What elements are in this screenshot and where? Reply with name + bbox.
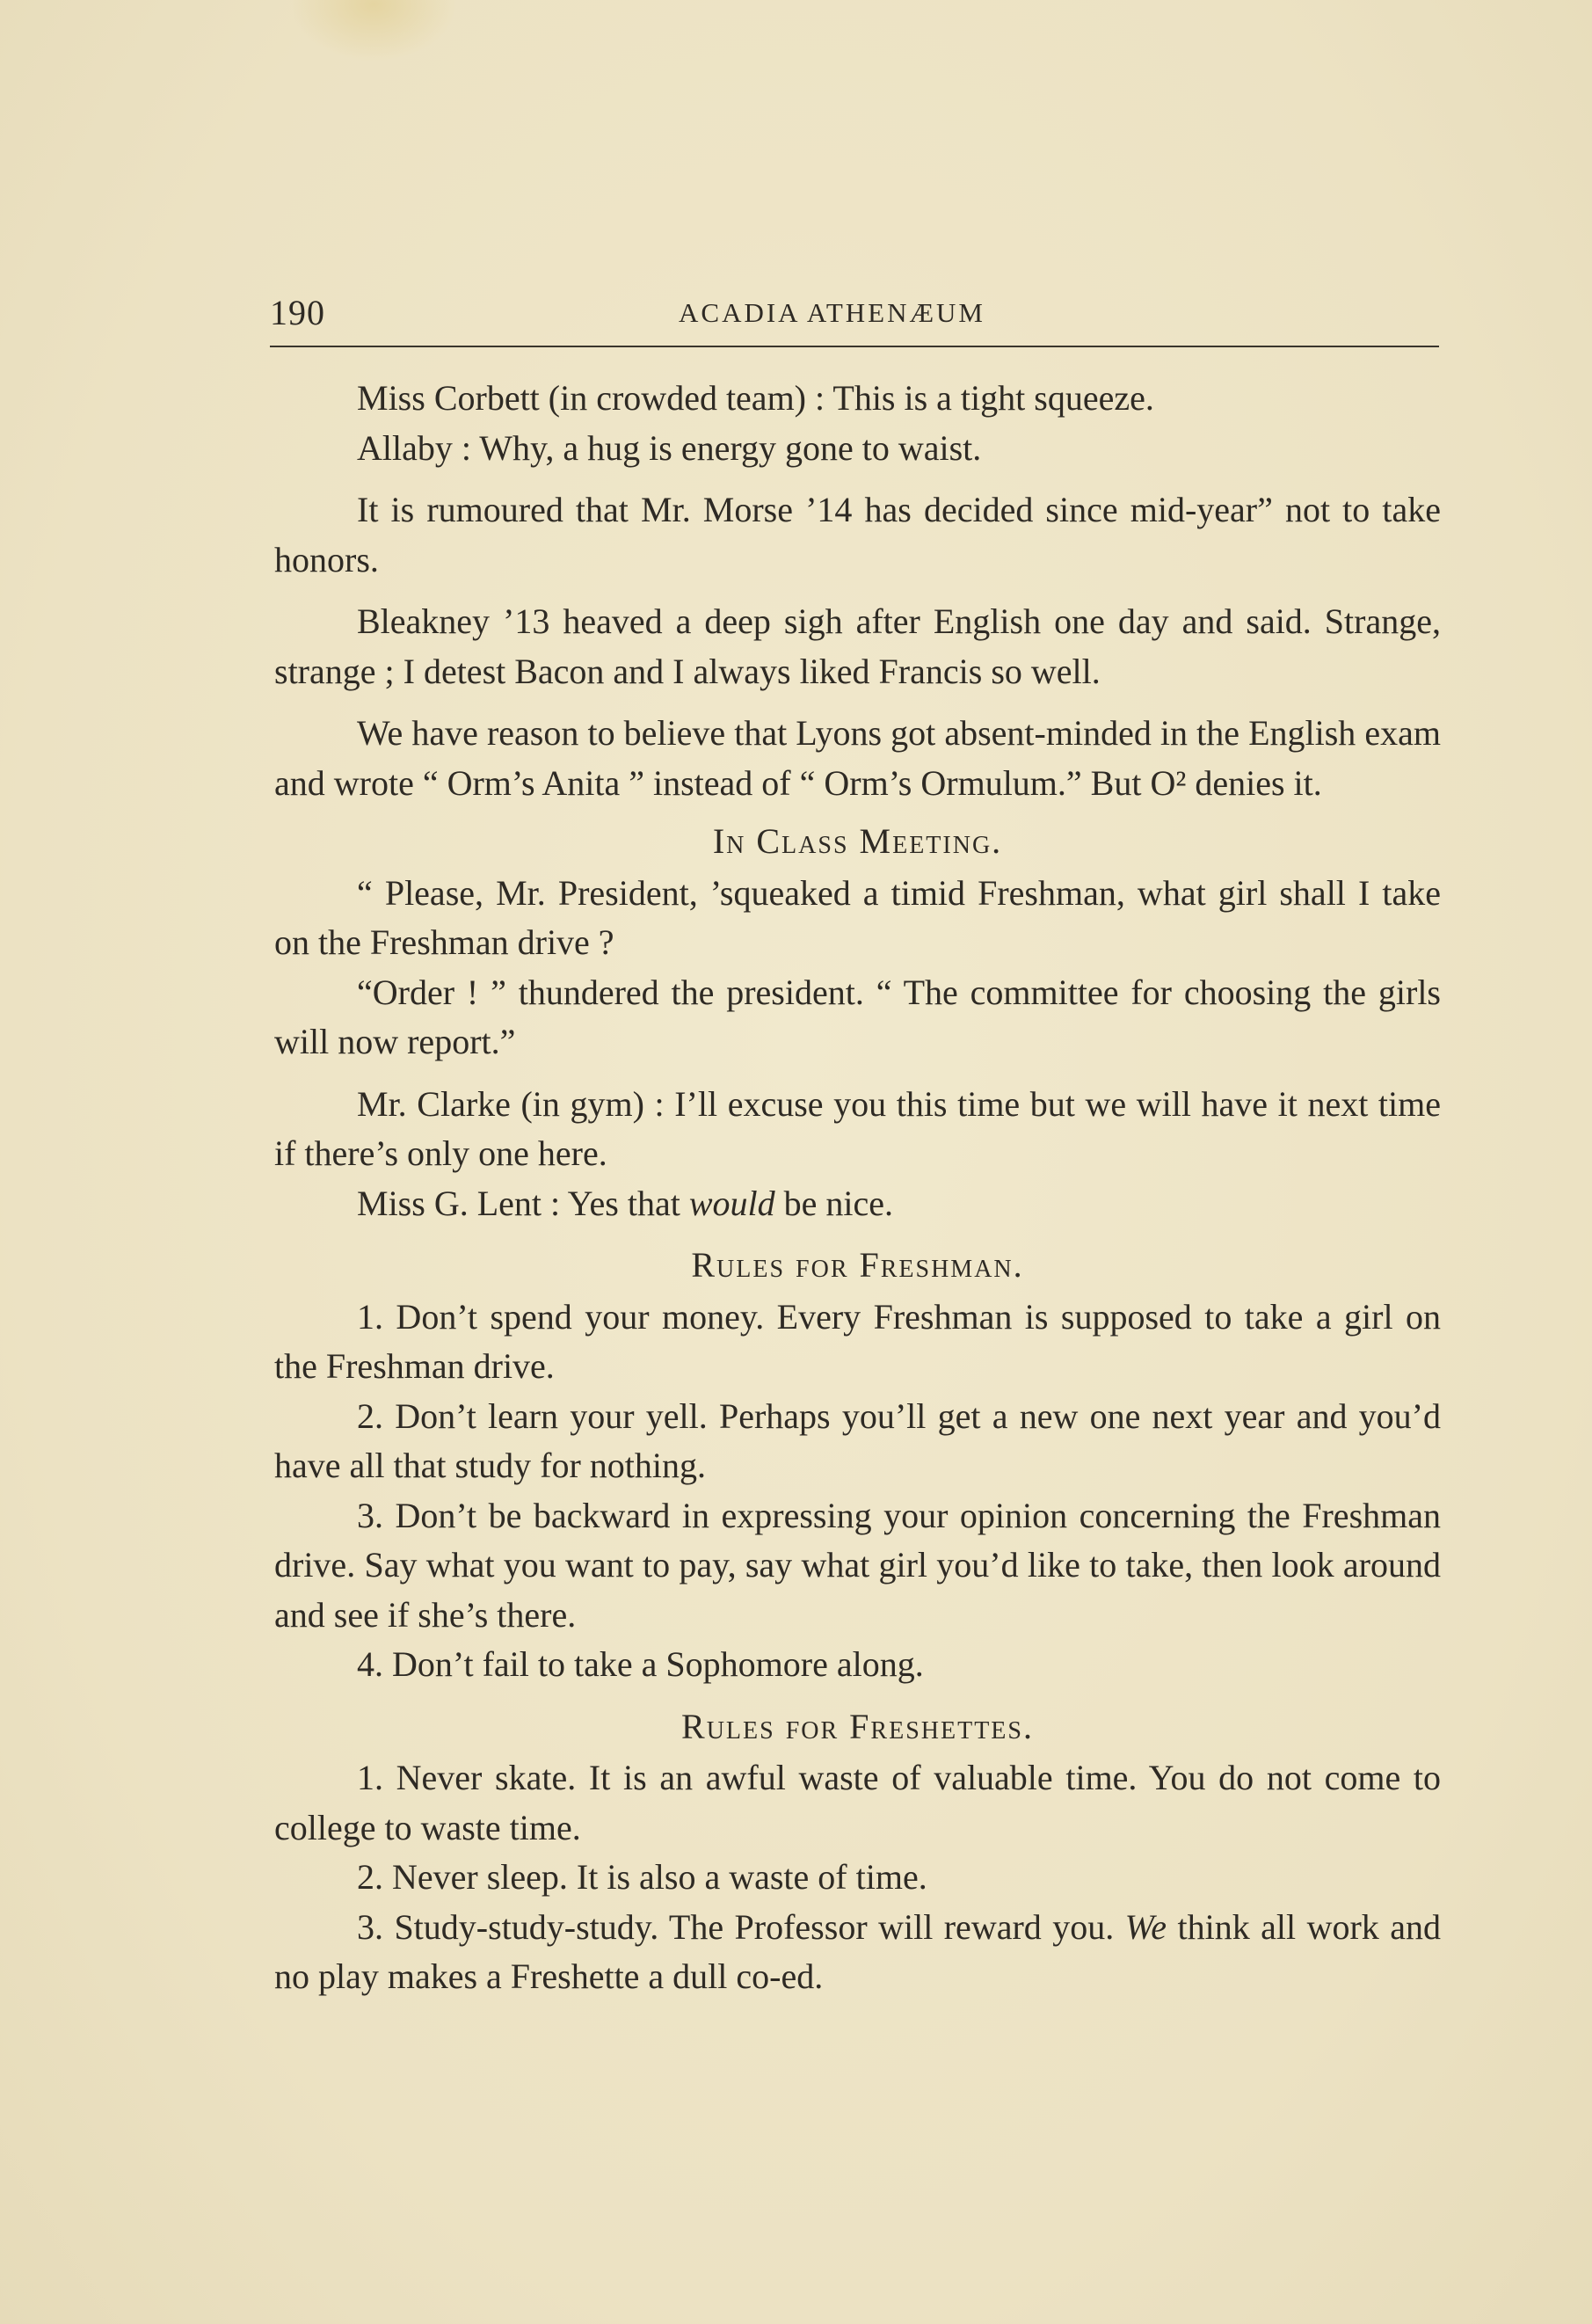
text-run: be nice. <box>774 1183 893 1223</box>
paragraph: We have reason to believe that Lyons got absent-minded in the English exam and wrote “ Orm’s Anita ” instead of “ Orm’s Ormulum.” But O² denies it. <box>274 713 1441 803</box>
list-item: 3. Don’t be backward in expressing your opinion concerning the Freshman drive. Say what you want to pay, say what girl you’d like to take, then look around and see if she’s there. <box>274 1495 1441 1635</box>
paragraph: “ Please, Mr. President, ’squeaked a timid Freshman, what girl shall I take on the Freshman drive ? <box>274 872 1441 962</box>
italic-text: We <box>1124 1906 1167 1947</box>
section-heading: In Class Meeting. <box>712 821 1003 861</box>
page-body <box>274 374 1441 2002</box>
list-item: 1. Don’t spend your money. Every Freshman is supposed to take a girl on the Freshman drive. <box>274 1296 1441 1386</box>
paragraph: Miss Corbett (in crowded team) : This is a tight squeeze. <box>357 378 1154 418</box>
paragraph: Bleakney ’13 heaved a deep sigh after English one day and said. Strange, strange ; I detest Bacon and I always liked Francis so well. <box>274 601 1441 691</box>
text-run: 3. Study-study-study. The Professor will reward you. <box>357 1906 1125 1947</box>
list-item: 1. Never skate. It is an awful waste of valuable time. You do not come to college to waste time. <box>274 1758 1441 1847</box>
paragraph: Mr. Clarke (in gym) : I’ll excuse you this time but we will have it next time if there’s only one here. <box>274 1083 1441 1173</box>
header-rule <box>270 346 1439 347</box>
list-item <box>274 1903 1441 2002</box>
paragraph: It is rumoured that Mr. Morse ’14 has decided since mid-year” not to take honors. <box>274 490 1441 579</box>
text-run: Miss G. Lent : Yes that <box>357 1183 689 1223</box>
running-head: ACADIA ATHENÆUM <box>679 297 985 328</box>
page-header <box>270 292 1439 345</box>
section-heading: Rules for Freshettes. <box>681 1706 1034 1746</box>
paragraph <box>274 1179 1441 1229</box>
list-item: 2. Never sleep. It is also a waste of time. <box>357 1857 927 1897</box>
list-item: 4. Don’t fail to take a Sophomore along. <box>357 1644 924 1684</box>
paper-stain <box>290 0 457 62</box>
page-number: 190 <box>270 293 325 332</box>
paragraph: “Order ! ” thundered the president. “ The committee for choosing the girls will now report.” <box>274 972 1441 1061</box>
paragraph: Allaby : Why, a hug is energy gone to waist. <box>357 427 982 468</box>
italic-text: would <box>688 1183 775 1223</box>
section-heading: Rules for Freshman. <box>691 1245 1024 1285</box>
text-run: think all work and no play makes a Freshette a dull co-ed. <box>274 1906 1441 1996</box>
list-item: 2. Don’t learn your yell. Perhaps you’ll get a new one next year and you’d have all that study for nothing. <box>274 1395 1441 1485</box>
